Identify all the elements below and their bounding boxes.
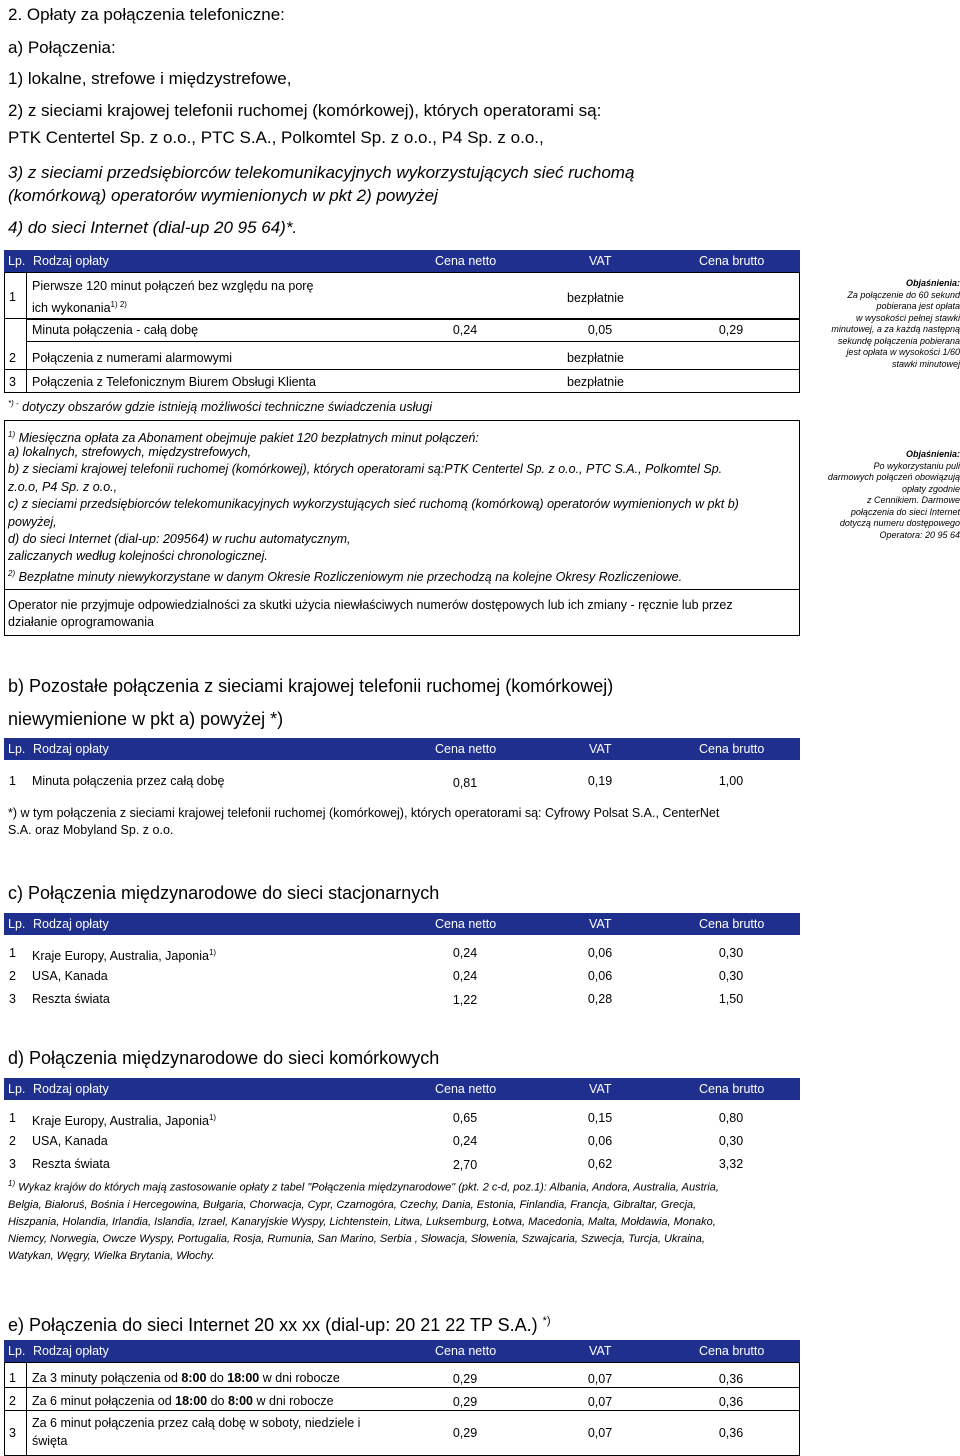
table-note: *) - dotyczy obszarów gdzie istnieją możliwości techniczne świadczenia usługi bbox=[8, 399, 433, 415]
footnote-line: a) lokalnych, strefowych, międzystrefowych, bbox=[8, 445, 252, 459]
country-list-note: $^{1)}$ Wykaz krajów do których mają zastosowanie opłaty z tabel "Połączenia międzynarodowe" (pkt. 2 c-d, poz.1): Albania, Andora, Australia, Austria, Belgia, Białoruś, Bośnia i Hercegowina, Bułgaria, Chorwacja, Cypr, Czarnogóra, Czechy, Dania, Estonia, Finlandia, Francja, Gibraltar, Grecja, Hiszpania, Holandia, Irlandia, Islandia, Izrael, Kanaryjskie Wyspy, Lichtenstein, Litwa, Luksemburg, Łotwa, Macedonia, Malta, Mołdawia, Monako, Niemcy, Norwegia, Owcze Wyspy, Portugalia, Rosja, Rumunia, San Marino, Serbia , Słowacja, Słowenia, Szwajcaria, Szwecja, Turcja, Ukraina, Watykan, Węgry, Wielka Brytania, Włochy. bbox=[8, 1179, 719, 1262]
header-netto: Cena netto bbox=[435, 254, 497, 268]
row-text: Kraje Europy, Australia, Japonia$^{1)}$ bbox=[32, 1113, 217, 1129]
row-text: Kraje Europy, Australia, Japonia$^{1)}$ bbox=[32, 948, 217, 964]
price-netto: 0,65 bbox=[452, 1111, 478, 1125]
row-lp: 1 bbox=[9, 774, 16, 788]
intro-line: 4) do sieci Internet (dial-up 20 95 64)*. bbox=[8, 218, 298, 237]
row-lp: 2 bbox=[9, 1394, 16, 1408]
header-lp: Lp. bbox=[8, 742, 26, 756]
header-netto: Cena netto bbox=[435, 1344, 497, 1358]
table-header bbox=[4, 738, 800, 760]
price-netto: 0,24 bbox=[452, 969, 478, 983]
price-vat: 0,06 bbox=[587, 946, 613, 960]
row-text: Za 6 minut połączenia od 18:00 do 8:00 w dni robocze bbox=[32, 1394, 334, 1408]
row-lp: 3 bbox=[9, 375, 16, 389]
header-brutto: Cena brutto bbox=[699, 1082, 765, 1096]
row-text: Połączenia z numerami alarmowymi bbox=[32, 351, 233, 365]
section-title: c) Połączenia międzynarodowe do sieci stacjonarnych bbox=[8, 883, 440, 903]
row-lp: 1 bbox=[9, 1371, 16, 1385]
header-rodzaj: Rodzaj opłaty bbox=[33, 1344, 109, 1358]
header-lp: Lp. bbox=[8, 1344, 26, 1358]
price-vat: 0,07 bbox=[587, 1395, 613, 1409]
header-vat: VAT bbox=[589, 742, 612, 756]
price-brutto: 1,00 bbox=[718, 774, 744, 788]
header-netto: Cena netto bbox=[435, 742, 497, 756]
table-header bbox=[4, 250, 800, 272]
price-netto: 1,22 bbox=[452, 993, 478, 1007]
table-header bbox=[4, 1340, 800, 1362]
header-brutto: Cena brutto bbox=[699, 742, 765, 756]
header-brutto: Cena brutto bbox=[699, 254, 765, 268]
footnote-line: z.o.o, P4 Sp. z o.o., bbox=[8, 480, 118, 494]
section-title: b) Pozostałe połączenia z sieciami krajowej telefonii ruchomej (komórkowej) bbox=[8, 676, 614, 696]
price-vat: 0,62 bbox=[587, 1157, 613, 1171]
section-note: S.A. oraz Mobyland Sp. z o.o. bbox=[8, 823, 174, 837]
header-lp: Lp. bbox=[8, 917, 26, 931]
header-rodzaj: Rodzaj opłaty bbox=[33, 254, 109, 268]
subsection-heading: a) Połączenia: bbox=[8, 38, 116, 57]
header-vat: VAT bbox=[589, 254, 612, 268]
row-text: Pierwsze 120 minut połączeń bez względu na porę bbox=[32, 279, 314, 293]
operator-note: działanie oprogramowania bbox=[8, 615, 154, 629]
footnote-line: c) z sieciami przedsiębiorców telekomunikacyjnych wykorzystujących sieć ruchomą (komórkową) operatorów wymienionych w pkt b) bbox=[8, 497, 739, 511]
side-explanation: Objaśnienia: Za połączenie do 60 sekund pobierana jest opłata w wysokości pełnej stawki minutowej, a za każdą następną sekundę połączenia pobierana jest opłata w wysokości 1/60 stawki minutowej bbox=[831, 278, 960, 369]
price-vat: 0,07 bbox=[587, 1426, 613, 1440]
row-value: bezpłatnie bbox=[567, 291, 624, 305]
price-brutto: 0,29 bbox=[718, 323, 744, 337]
row-value: bezpłatnie bbox=[567, 375, 624, 389]
footnote-line: b) z sieciami krajowej telefonii ruchomej (komórkowej), których operatorami są:PTK Centertel Sp. z o.o., PTC S.A., Polkomtel Sp. bbox=[8, 462, 723, 476]
row-lp: 2 bbox=[9, 351, 16, 365]
intro-line: 2) z sieciami krajowej telefonii ruchomej (komórkowej), których operatorami są: bbox=[8, 101, 602, 120]
row-text: USA, Kanada bbox=[32, 1134, 108, 1148]
price-brutto: 0,30 bbox=[718, 946, 744, 960]
price-vat: 0,15 bbox=[587, 1111, 613, 1125]
row-text: ich wykonania$^{1) 2)}$ bbox=[32, 300, 127, 316]
price-netto: 0,29 bbox=[452, 1372, 478, 1386]
price-brutto: 0,36 bbox=[718, 1372, 744, 1386]
price-vat: 0,06 bbox=[587, 969, 613, 983]
operator-note: Operator nie przyjmuje odpowiedzialności za skutki użycia niewłaściwych numerów dostępowych lub ich zmiany - ręcznie lub przez bbox=[8, 598, 733, 612]
row-text: Reszta świata bbox=[32, 992, 110, 1006]
header-netto: Cena netto bbox=[435, 917, 497, 931]
price-netto: 0,29 bbox=[452, 1426, 478, 1440]
row-text: Minuta połączenia przez całą dobę bbox=[32, 774, 225, 788]
row-lp: 1 bbox=[9, 946, 16, 960]
price-brutto: 0,36 bbox=[718, 1426, 744, 1440]
section-title: d) Połączenia międzynarodowe do sieci komórkowych bbox=[8, 1048, 440, 1068]
row-text: święta bbox=[32, 1434, 68, 1448]
header-rodzaj: Rodzaj opłaty bbox=[33, 742, 109, 756]
header-brutto: Cena brutto bbox=[699, 917, 765, 931]
price-vat: 0,06 bbox=[587, 1134, 613, 1148]
row-text: Za 3 minuty połączenia od 8:00 do 18:00 w dni robocze bbox=[32, 1371, 340, 1385]
price-brutto: 0,30 bbox=[718, 1134, 744, 1148]
intro-line: PTK Centertel Sp. z o.o., PTC S.A., Polkomtel Sp. z o.o., P4 Sp. z o.o., bbox=[8, 128, 544, 147]
price-netto: 0,29 bbox=[452, 1395, 478, 1409]
intro-line: 1) lokalne, strefowe i międzystrefowe, bbox=[8, 69, 292, 88]
header-vat: VAT bbox=[589, 917, 612, 931]
price-brutto: 0,80 bbox=[718, 1111, 744, 1125]
price-brutto: 0,30 bbox=[718, 969, 744, 983]
header-brutto: Cena brutto bbox=[699, 1344, 765, 1358]
section-heading: 2. Opłaty za połączenia telefoniczne: bbox=[8, 5, 285, 24]
section-title: e) Połączenia do sieci Internet 20 xx xx (dial-up: 20 21 22 TP S.A.) *) bbox=[8, 1315, 551, 1335]
price-netto: 0,24 bbox=[452, 1134, 478, 1148]
price-vat: 0,07 bbox=[587, 1372, 613, 1386]
price-vat: 0,05 bbox=[587, 323, 613, 337]
price-vat: 0,19 bbox=[587, 774, 613, 788]
price-brutto: 1,50 bbox=[718, 992, 744, 1006]
header-rodzaj: Rodzaj opłaty bbox=[33, 1082, 109, 1096]
row-lp: 2 bbox=[9, 969, 16, 983]
row-text: Za 6 minut połączenia przez całą dobę w soboty, niedziele i bbox=[32, 1416, 361, 1430]
row-lp: 1 bbox=[9, 1111, 16, 1125]
row-lp: 3 bbox=[9, 1426, 16, 1440]
header-vat: VAT bbox=[589, 1344, 612, 1358]
footnote: $^{1)}$ Miesięczna opłata za Abonament obejmuje pakiet 120 bezpłatnych minut połączeń: bbox=[8, 430, 479, 446]
side-explanation: Objaśnienia: Po wykorzystaniu puli darmowych połączeń obowiązują opłaty zgodnie z Cennikiem. Darmowe połączenia do sieci Internet dotyczą numeru dostępowego Operatora: 20 95 64 bbox=[827, 449, 960, 540]
section-title: niewymienione w pkt a) powyżej *) bbox=[8, 709, 284, 729]
row-text: Reszta świata bbox=[32, 1157, 110, 1171]
price-netto: 0,24 bbox=[452, 946, 478, 960]
footnote-line: zaliczanych według kolejności chronologicznej. bbox=[8, 549, 268, 563]
row-text: Połączenia z Telefonicznym Biurem Obsługi Klienta bbox=[32, 375, 316, 389]
table-header bbox=[4, 913, 800, 935]
footnote-line: d) do sieci Internet (dial-up: 209564) w ruchu automatycznym, bbox=[8, 532, 351, 546]
intro-line: (komórkową) operatorów wymienionych w pkt 2) powyżej bbox=[8, 186, 438, 205]
row-lp: 3 bbox=[9, 1157, 16, 1171]
footnote: $^{2)}$ Bezpłatne minuty niewykorzystane w danym Okresie Rozliczeniowym nie przechodzą na kolejne Okresy Rozliczeniowe. bbox=[8, 569, 683, 585]
header-lp: Lp. bbox=[8, 254, 26, 268]
row-value: bezpłatnie bbox=[567, 351, 624, 365]
row-lp: 1 bbox=[9, 290, 16, 304]
intro-line: 3) z sieciami przedsiębiorców telekomunikacyjnych wykorzystujących sieć ruchomą bbox=[8, 163, 635, 182]
header-rodzaj: Rodzaj opłaty bbox=[33, 917, 109, 931]
price-netto: 0,24 bbox=[452, 323, 478, 337]
table-header bbox=[4, 1078, 800, 1100]
row-lp: 3 bbox=[9, 992, 16, 1006]
price-brutto: 0,36 bbox=[718, 1395, 744, 1409]
header-netto: Cena netto bbox=[435, 1082, 497, 1096]
section-note: *) w tym połączenia z sieciami krajowej telefonii ruchomej (komórkowej), których operatorami są: Cyfrowy Polsat S.A., CenterNet bbox=[8, 806, 720, 820]
row-lp: 2 bbox=[9, 1134, 16, 1148]
header-vat: VAT bbox=[589, 1082, 612, 1096]
price-netto: 0,81 bbox=[452, 776, 478, 790]
row-text: Minuta połączenia - całą dobę bbox=[32, 323, 199, 337]
header-lp: Lp. bbox=[8, 1082, 26, 1096]
footnote-line: powyżej, bbox=[8, 515, 57, 529]
price-vat: 0,28 bbox=[587, 992, 613, 1006]
price-brutto: 3,32 bbox=[718, 1157, 744, 1171]
row-text: USA, Kanada bbox=[32, 969, 108, 983]
price-netto: 2,70 bbox=[452, 1158, 478, 1172]
